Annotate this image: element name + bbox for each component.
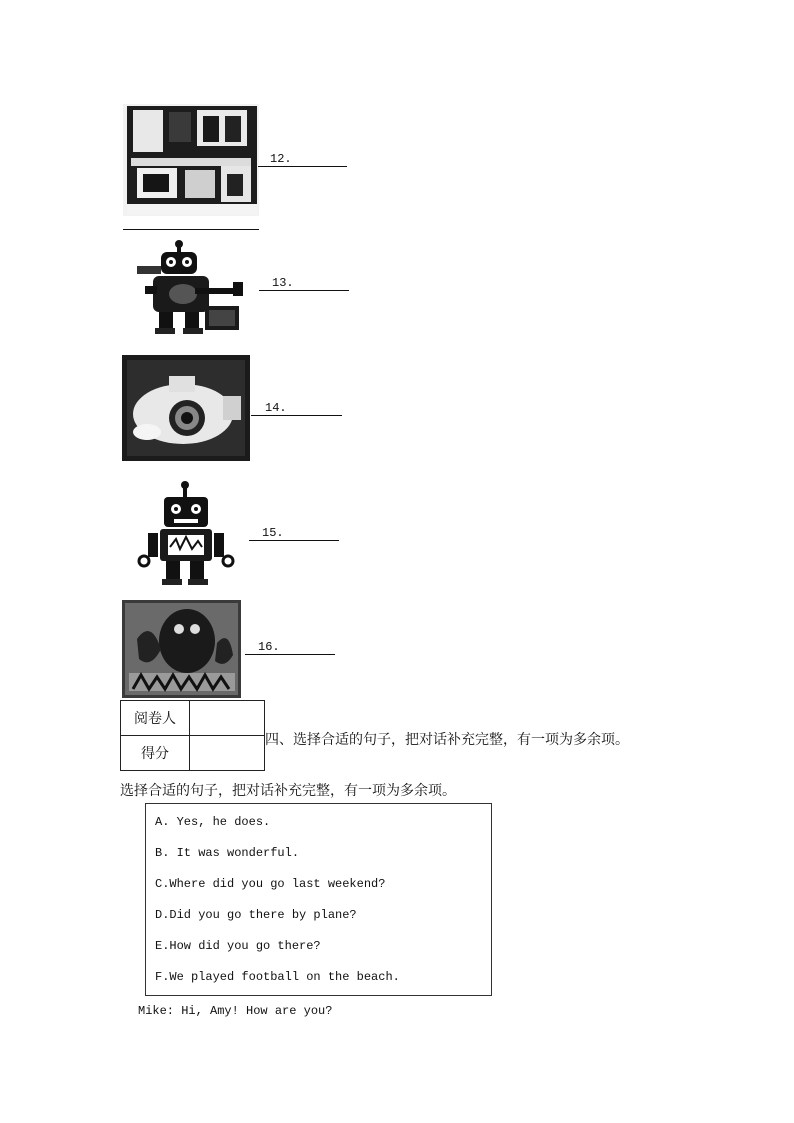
robot-guitar-image <box>135 236 255 336</box>
option-c: C.Where did you go last weekend? <box>155 877 386 891</box>
item-14-picture <box>121 354 251 462</box>
item-16-picture <box>121 599 242 699</box>
item-13-picture <box>135 236 255 336</box>
option-a: A. Yes, he does. <box>155 815 271 829</box>
item-13-number: 13. <box>272 276 294 290</box>
score-table-row <box>121 701 265 736</box>
item-14-number: 14. <box>265 401 287 415</box>
robot-cartoon-image <box>120 477 240 589</box>
item-15-number: 15. <box>262 526 284 540</box>
option-d: D.Did you go there by plane? <box>155 908 357 922</box>
grader-label: 阅卷人 <box>121 701 190 736</box>
item-12-picture <box>123 104 259 216</box>
submarine-image <box>121 354 251 462</box>
options-box <box>145 803 492 996</box>
item-13-answer-blank[interactable] <box>259 276 349 291</box>
score-cell[interactable] <box>190 736 265 771</box>
grader-cell[interactable] <box>190 701 265 736</box>
dialog-line: Mike: Hi, Amy! How are you? <box>138 1004 333 1018</box>
score-table <box>120 700 265 771</box>
section-4-instruction: 选择合适的句子，把对话补充完整，有一项为多余项。 <box>120 783 456 799</box>
item-12-number: 12. <box>270 152 292 166</box>
score-table-row <box>121 736 265 771</box>
item-12-underline-extra <box>123 229 259 230</box>
option-b: B. It was wonderful. <box>155 846 300 860</box>
option-f: F.We played football on the beach. <box>155 970 400 984</box>
item-12-answer-blank[interactable] <box>258 152 347 167</box>
item-14-answer-blank[interactable] <box>251 401 342 416</box>
score-label: 得分 <box>121 736 190 771</box>
item-16-number: 16. <box>258 640 280 654</box>
item-15-picture <box>120 477 240 589</box>
room-photo-image <box>123 104 259 216</box>
item-16-answer-blank[interactable] <box>245 640 335 655</box>
section-4-heading: 四、选择合适的句子，把对话补充完整，有一项为多余项。 <box>265 732 629 748</box>
monster-image <box>121 599 242 699</box>
option-e: E.How did you go there? <box>155 939 321 953</box>
item-15-answer-blank[interactable] <box>249 526 339 541</box>
